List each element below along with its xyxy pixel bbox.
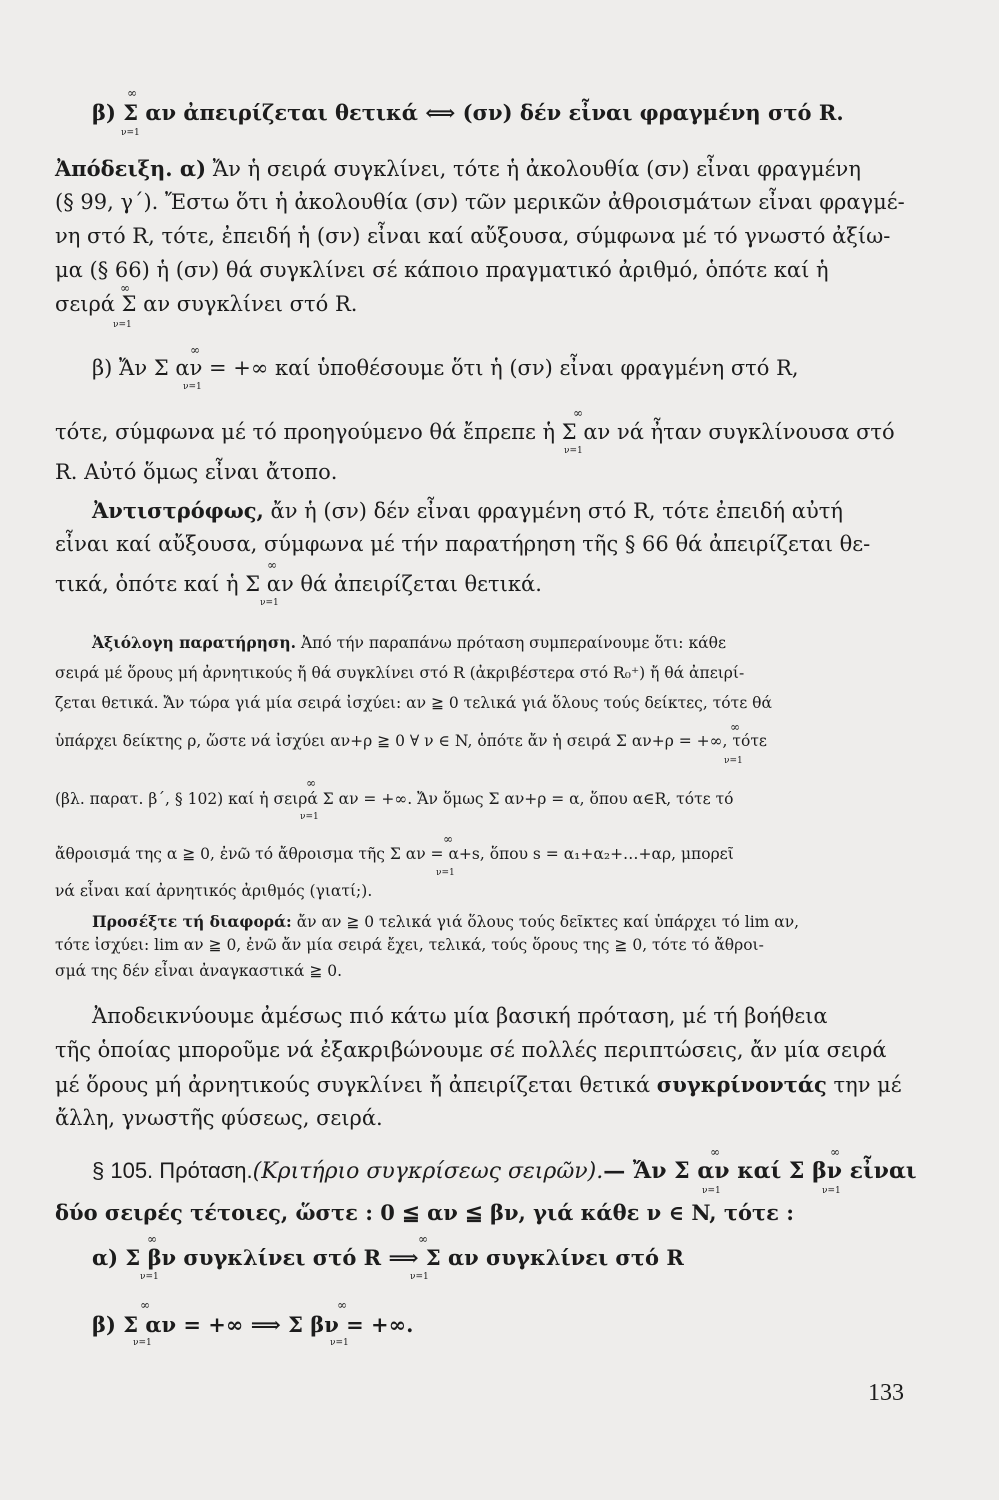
sum-upper-limit: ∞ <box>710 1145 720 1159</box>
sum-lower-limit: ν=1 <box>330 1338 349 1348</box>
theorem-condition: δύο σειρές τέτοιες, ὥστε : 0 ≦ αν ≦ βν, γιά κάθε ν ∈ N, τότε : <box>55 1200 794 1225</box>
sum-lower-limit: ν=1 <box>121 128 140 138</box>
converse-text: ἄν ἡ (σν) δέν εἶναι φραγμένη στό R, τότε ἐπειδή αὐτή <box>270 499 843 523</box>
sum-lower-limit: ν=1 <box>140 1272 159 1282</box>
note-line-3: σμά της δέν εἶναι ἀναγκαστικά ≧ 0. <box>55 962 343 980</box>
sum-lower-limit: ν=1 <box>410 1272 429 1282</box>
remark-line-5: (βλ. παρατ. β΄, § 102) καί ἡ σειρά Σ αν = +∞. Ἄν ὅμως Σ αν+ρ = α, ὅπου α∈R, τότε τό <box>55 790 734 808</box>
intro-line-1: Ἀποδεικνύουμε ἀμέσως πιό κάτω μία βασική πρόταση, μέ τή βοήθεια <box>92 1004 828 1028</box>
proof-part-b-line-2: τότε, σύμφωνα μέ τό προηγούμενο θά ἔπρεπε ἡ Σ αν νά ἦταν συγκλίνουσα στό <box>55 420 895 444</box>
remark-line-2: σειρά μέ ὅρους μή ἀρνητικούς ἤ θά συγκλίνει στό R (ἀκριβέστερα στό R₀⁺) ἤ θά ἀπειρί- <box>55 664 745 682</box>
theorem-part-b: β) Σ αν ἀπειρίζεται θετικά ⟺ (σν) δέν εἶναι φραγμένη στό R. <box>92 100 844 125</box>
intro-line-2: τῆς ὁποίας μποροῦμε νά ἐξακριβώνουμε σέ πολλές περιπτώσεις, ἄν μία σειρά <box>55 1038 887 1062</box>
sum-lower-limit: ν=1 <box>436 868 455 878</box>
sum-upper-limit: ∞ <box>190 343 200 357</box>
converse-line-2: εἶναι καί αὔξουσα, σύμφωνα μέ τήν παρατήρηση τῆς § 66 θά ἀπειρίζεται θε- <box>55 532 871 556</box>
theorem-part-b-105: β) Σ αν = +∞ ⟹ Σ βν = +∞. <box>92 1312 414 1337</box>
sum-lower-limit: ν=1 <box>133 1338 152 1348</box>
sum-lower-limit: ν=1 <box>300 812 319 822</box>
section-subtitle: (Κριτήριο συγκρίσεως σειρῶν). <box>252 1159 604 1184</box>
note-label: Προσέξτε τή διαφορά: <box>92 912 292 931</box>
remark-text: Ἀπό τήν παραπάνω πρόταση συμπεραίνουμε ὅτι: κάθε <box>300 634 726 652</box>
converse-label: Ἀντιστρόφως, <box>92 498 264 523</box>
intro-text: μέ ὅρους μή ἀρνητικούς συγκλίνει ἤ ἀπειρίζεται θετικά <box>55 1073 651 1097</box>
sum-lower-limit: ν=1 <box>260 598 279 608</box>
sum-upper-limit: ∞ <box>443 832 453 846</box>
proof-line-2: (§ 99, γ΄). Ἔστω ὅτι ἡ ἀκολουθία (σν) τῶν μερικῶν ἀθροισμάτων εἶναι φραγμέ- <box>55 190 905 214</box>
note-text: ἄν αν ≧ 0 τελικά γιά ὅλους τούς δεῖκτες καί ὑπάρχει τό lim αν, <box>296 913 800 931</box>
sum-upper-limit: ∞ <box>120 281 130 295</box>
proof-line-1 <box>55 156 861 181</box>
sum-upper-limit: ∞ <box>267 558 277 572</box>
sum-lower-limit: ν=1 <box>183 382 202 392</box>
sum-lower-limit: ν=1 <box>822 1186 841 1196</box>
remark-label: Ἀξιόλογη παρατήρηση. <box>92 633 297 652</box>
sum-upper-limit: ∞ <box>147 1232 157 1246</box>
note-line-1 <box>92 912 799 931</box>
intro-emphasis: συγκρίνοντάς <box>656 1072 827 1097</box>
remark-line-7: νά εἶναι καί ἀρνητικός ἀριθμός (γιατί;). <box>55 882 373 900</box>
proof-part-b-line-1: β) Ἄν Σ αν = +∞ καί ὑποθέσουμε ὅτι ἡ (σν) εἶναι φραγμένη στό R, <box>92 356 799 380</box>
intro-line-4: ἄλλη, γνωστῆς φύσεως, σειρά. <box>55 1106 383 1130</box>
proof-line-3: νη στό R, τότε, ἐπειδή ἡ (σν) εἶναι καί αὔξουσα, σύμφωνα μέ τό γνωστό ἀξίω- <box>55 224 891 248</box>
sum-upper-limit: ∞ <box>830 1145 840 1159</box>
sum-upper-limit: ∞ <box>337 1298 347 1312</box>
sum-lower-limit: ν=1 <box>702 1186 721 1196</box>
note-line-2: τότε ἰσχύει: lim αν ≧ 0, ἐνῶ ἄν μία σειρά ἔχει, τελικά, τούς ὅρους της ≧ 0, τότε τό ἄθροι- <box>55 936 764 954</box>
theorem-part-a: α) Σ βν συγκλίνει στό R ⟹ Σ αν συγκλίνει στό R <box>92 1245 684 1270</box>
sum-upper-limit: ∞ <box>730 720 740 734</box>
intro-text-end: την μέ <box>833 1073 902 1097</box>
remark-line-6: ἄθροισμά της α ≧ 0, ἐνῶ τό ἄθροισμα τῆς Σ αν = α+s, ὅπου s = α₁+α₂+…+αρ, μπορεῖ <box>55 845 734 863</box>
proof-label: Ἀπόδειξη. α) <box>55 156 207 181</box>
proof-text: Ἄν ἡ σειρά συγκλίνει, τότε ἡ ἀκολουθία (σν) εἶναι φραγμένη <box>212 157 861 181</box>
converse-line-1 <box>92 498 843 523</box>
remark-line-4: ὑπάρχει δείκτης ρ, ὥστε νά ἰσχύει αν+ρ ≧ 0 ∀ ν ∈ N, ὁπότε ἄν ἡ σειρά Σ αν+ρ = +∞, τότε <box>55 732 767 750</box>
sum-lower-limit: ν=1 <box>724 756 743 766</box>
sum-upper-limit: ∞ <box>140 1298 150 1312</box>
sum-limits: ∞ <box>127 86 137 100</box>
sum-upper-limit: ∞ <box>306 776 316 790</box>
remark-line-3: ζεται θετικά. Ἄν τώρα γιά μία σειρά ἰσχύει: αν ≧ 0 τελικά γιά ὅλους τούς δείκτες, τότε θά <box>55 694 772 712</box>
converse-line-3: τικά, ὁπότε καί ἡ Σ αν θά ἀπειρίζεται θετικά. <box>55 572 542 596</box>
page-number: 133 <box>868 1380 904 1406</box>
sum-upper-limit: ∞ <box>573 406 583 420</box>
sum-upper-limit: ∞ <box>418 1232 428 1246</box>
proof-line-4: μα (§ 66) ἡ (σν) θά συγκλίνει σέ κάποιο πραγματικό ἀριθμό, ὁπότε καί ἡ <box>55 258 829 282</box>
intro-line-3 <box>55 1072 902 1097</box>
section-statement: — Ἄν Σ αν καί Σ βν εἶναι <box>603 1158 917 1184</box>
proof-line-5: σειρά Σ αν συγκλίνει στό R. <box>55 292 358 316</box>
remark-line-1 <box>92 633 726 652</box>
sum-lower-limit: ν=1 <box>564 446 583 456</box>
section-title: § 105. Πρόταση. <box>92 1158 253 1183</box>
section-heading <box>92 1158 917 1184</box>
sum-lower-limit: ν=1 <box>113 320 132 330</box>
proof-part-b-line-3: R. Αὐτό ὅμως εἶναι ἄτοπο. <box>55 460 338 484</box>
